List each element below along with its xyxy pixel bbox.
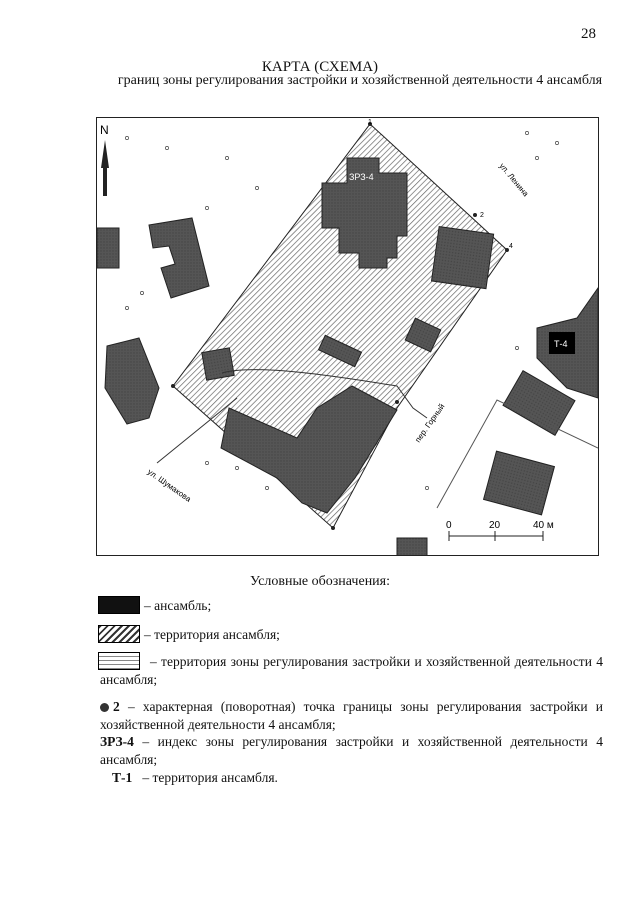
legend-index: [100, 733, 603, 769]
legend-swatch-ensemble: [98, 596, 140, 614]
legend-swatch-territory: [98, 625, 140, 643]
scale-bar: [446, 520, 554, 541]
north-label: N: [100, 123, 109, 137]
scale-zero: 0: [446, 520, 452, 531]
legend-ensemble: – ансамбль;: [144, 598, 212, 613]
street-shumakova-label: ул. Шумакова: [145, 467, 193, 504]
building-small-1: [202, 348, 234, 380]
legend-index-code: ЗРЗ-4: [100, 734, 134, 749]
building-ne: [432, 227, 494, 289]
building-west-2: [105, 338, 159, 424]
map-subtitle: границ зоны регулирования застройки и хозяйственной деятельности 4 ансамбля: [117, 73, 603, 88]
legend-point-num: 2: [113, 699, 120, 714]
legend-title: Условные обозначения:: [249, 574, 391, 589]
map-title: КАРТА (СХЕМА): [261, 59, 379, 75]
zone-index-label: ЗРЗ-4: [349, 172, 374, 182]
point-1-label: 1: [368, 119, 372, 126]
legend-t: [112, 769, 278, 787]
building-bottom-right: [397, 538, 427, 555]
building-west-1: [149, 218, 209, 298]
point-marker-icon: [100, 703, 109, 712]
street-gorny-label: пер. Горный: [413, 402, 447, 445]
point-4-label: 4: [509, 243, 513, 250]
page-number: 28: [581, 26, 596, 42]
scale-mid: 20: [489, 520, 501, 531]
legend-point-text: – характерная (поворотная) точка границы зоны регулирования застройки и хозяйственной деятельности 4 ансамбля;: [100, 699, 603, 732]
north-arrow: [101, 140, 109, 196]
point-2-label: 2: [480, 212, 484, 219]
building-east-2: [484, 451, 555, 515]
legend-t-text: – территория ансамбля.: [142, 770, 278, 785]
territory-index-label: Т-4: [554, 339, 568, 349]
building-west-3: [97, 228, 119, 268]
legend-t-code: Т-1: [112, 770, 133, 785]
scale-end: 40 м: [533, 520, 554, 531]
legend-zone: – территория зоны регулирования застройки и хозяйственной деятельности 4 ансамбля;: [100, 654, 603, 687]
street-lenina-label: ул. Ленина: [497, 161, 531, 199]
zone-map: [96, 117, 599, 556]
legend-territory: – территория ансамбля;: [144, 627, 280, 642]
legend-point: [100, 698, 603, 734]
legend-index-text: – индекс зоны регулирования застройки и хозяйственной деятельности 4 ансамбля;: [100, 734, 604, 767]
